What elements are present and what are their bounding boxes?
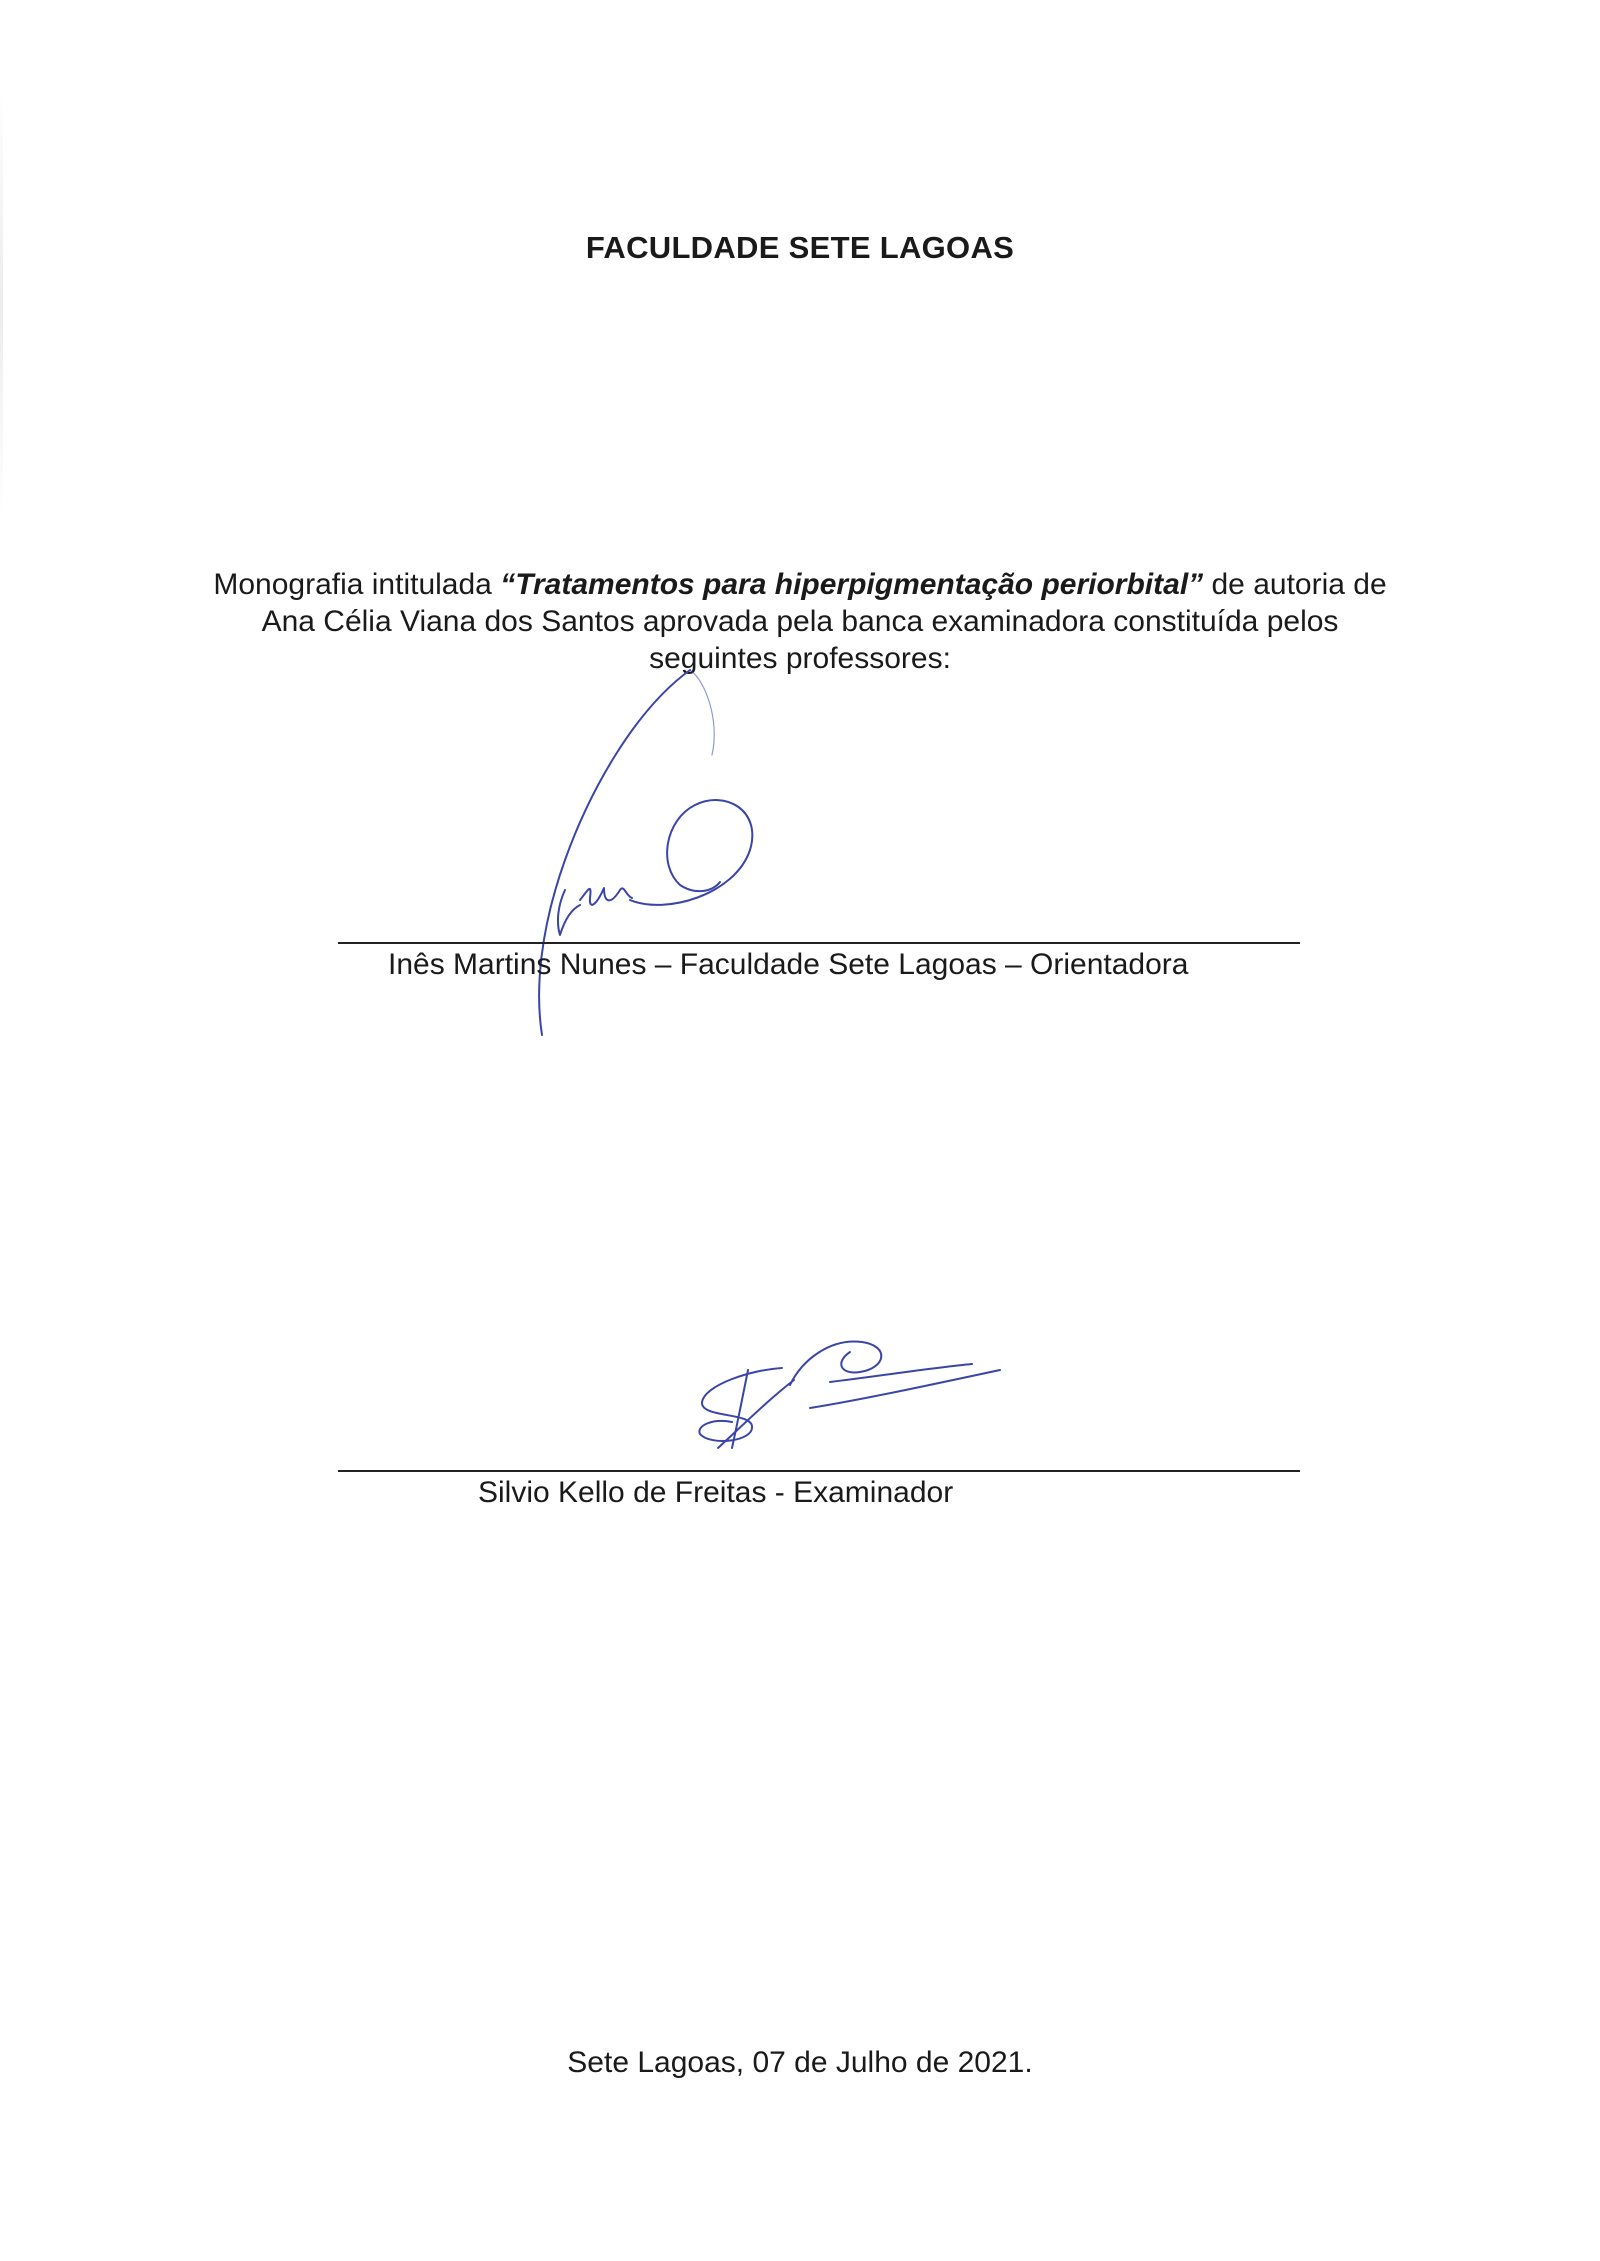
advisor-name-label: Inês Martins Nunes – Faculdade Sete Lagoas – Orientadora: [388, 948, 1189, 981]
monograph-title: “Tratamentos para hiperpigmentação periorbital”: [500, 568, 1204, 601]
advisor-signature: [530, 660, 850, 1040]
place-and-date: Sete Lagoas, 07 de Julho de 2021.: [567, 2046, 1033, 2079]
examiner-signature: [690, 1330, 1010, 1460]
scan-edge-shadow: [0, 90, 3, 520]
institution-title: FACULDADE SETE LAGOAS: [585, 230, 1015, 265]
examiner-name-label: Silvio Kello de Freitas - Examinador: [478, 1476, 954, 1509]
statement-suffix: de autoria de Ana Célia Viana dos Santos aprovada pela banca examinadora constituída pelos seguintes professores:: [261, 568, 1387, 675]
statement-prefix: Monografia intitulada: [213, 568, 501, 601]
examiner-signature-line: [338, 1470, 1300, 1472]
advisor-signature-line: [338, 942, 1300, 944]
